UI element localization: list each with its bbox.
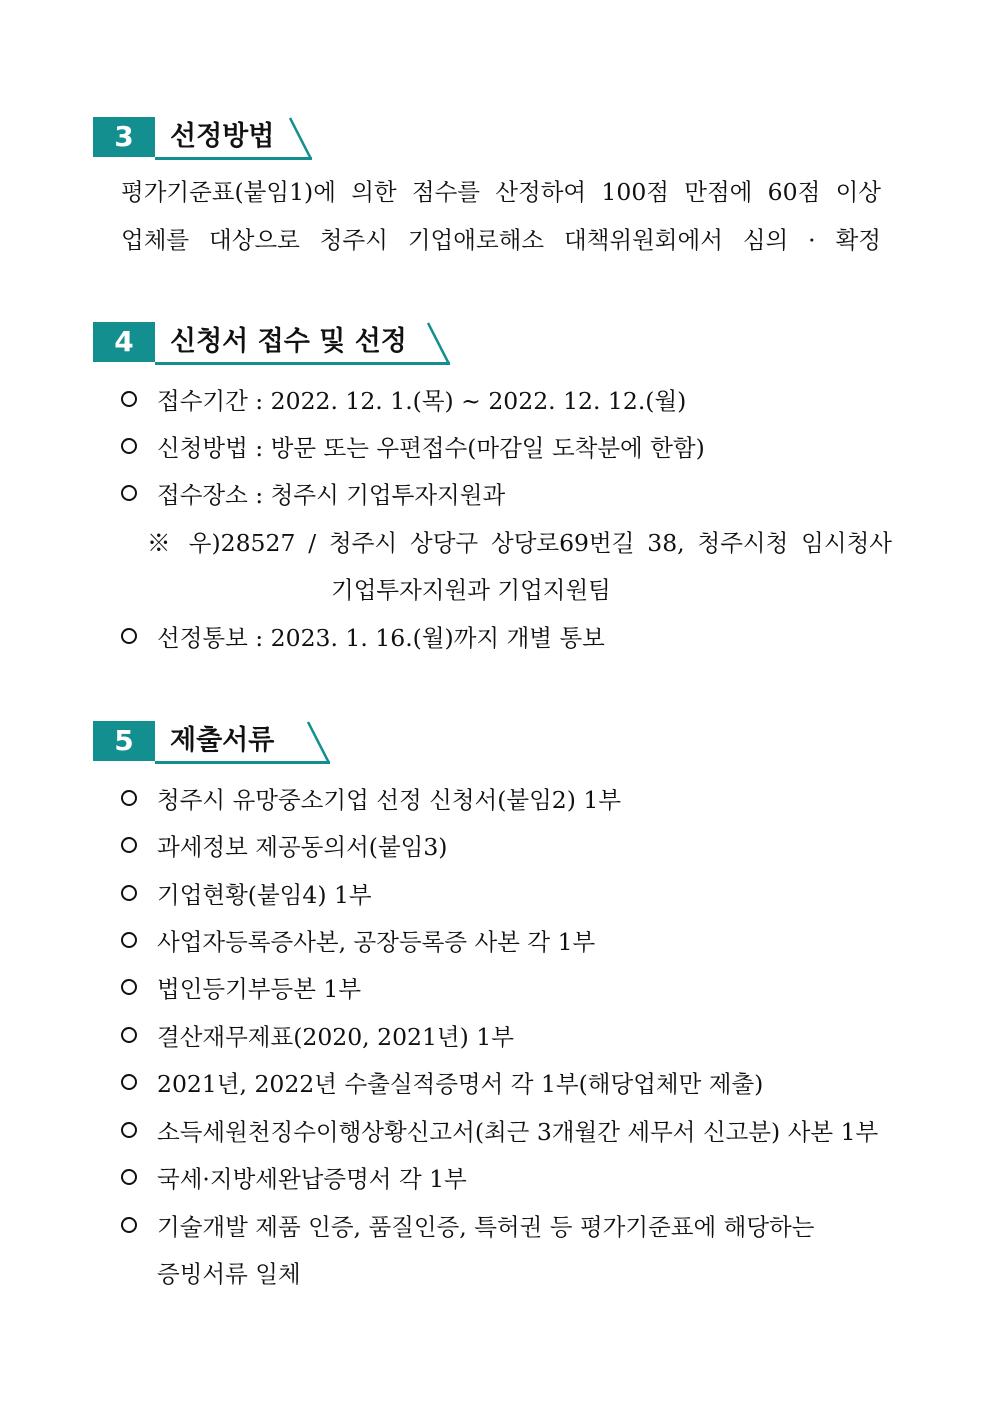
address-note-cont: 기업투자지원과 기업지원팀	[331, 576, 611, 604]
section-slash-decoration	[307, 721, 331, 765]
circle-bullet-icon	[121, 1122, 137, 1138]
list-item: 국세·지방세완납증명서 각 1부	[121, 1163, 467, 1195]
list-item: 접수장소 : 청주시 기업투자지원과	[121, 479, 505, 511]
section-title: 제출서류	[170, 725, 275, 756]
circle-bullet-icon	[121, 932, 137, 948]
circle-bullet-icon	[121, 790, 137, 806]
list-item: 과세정보 제공동의서(붙임3)	[121, 831, 447, 863]
section-number: 3	[93, 117, 155, 157]
list-item: 청주시 유망중소기업 선정 신청서(붙임2) 1부	[121, 784, 621, 816]
section-slash-decoration	[289, 117, 313, 161]
address-note: ※ 우)28527 / 청주시 상당구 상당로69번길 38, 청주시청 임시청사	[147, 529, 892, 557]
list-item: 소득세원천징수이행상황신고서(최근 3개월간 세무서 신고분) 사본 1부	[121, 1116, 878, 1148]
section-3-line-1: 평가기준표(붙임1)에 의한 점수를 산정하여 100점 만점에 60점 이상	[121, 178, 881, 206]
section-5-header	[93, 721, 333, 765]
list-item: 선정통보 : 2023. 1. 16.(월)까지 개별 통보	[121, 622, 605, 654]
section-underline	[155, 362, 450, 365]
section-number: 5	[93, 721, 155, 761]
section-title: 선정방법	[170, 121, 275, 152]
circle-bullet-icon	[121, 1217, 137, 1233]
list-item: 기술개발 제품 인증, 품질인증, 특허권 등 평가기준표에 해당하는	[121, 1211, 814, 1243]
section-4-header	[93, 322, 453, 366]
list-item: 법인등기부등본 1부	[121, 973, 361, 1005]
circle-bullet-icon	[121, 1074, 137, 1090]
list-item: 접수기간 : 2022. 12. 1.(목) ~ 2022. 12. 12.(월)	[121, 385, 686, 417]
list-item: 신청방법 : 방문 또는 우편접수(마감일 도착분에 한함)	[121, 432, 705, 464]
circle-bullet-icon	[121, 485, 137, 501]
circle-bullet-icon	[121, 979, 137, 995]
list-item: 사업자등록증사본, 공장등록증 사본 각 1부	[121, 926, 595, 958]
circle-bullet-icon	[121, 628, 137, 644]
circle-bullet-icon	[121, 837, 137, 853]
section-number: 4	[93, 322, 155, 362]
circle-bullet-icon	[121, 438, 137, 454]
section-underline	[155, 761, 330, 764]
list-item: 기업현황(붙임4) 1부	[121, 879, 372, 911]
circle-bullet-icon	[121, 1169, 137, 1185]
section-3-line-2: 업체를 대상으로 청주시 기업애로해소 대책위원회에서 심의 · 확정	[121, 226, 881, 254]
section-slash-decoration	[427, 322, 451, 366]
list-item: 결산재무제표(2020, 2021년) 1부	[121, 1021, 514, 1053]
section-3-header	[93, 117, 315, 161]
list-item-cont: 증빙서류 일체	[157, 1260, 301, 1288]
section-title: 신청서 접수 및 선정	[170, 326, 407, 357]
circle-bullet-icon	[121, 885, 137, 901]
circle-bullet-icon	[121, 391, 137, 407]
circle-bullet-icon	[121, 1027, 137, 1043]
list-item: 2021년, 2022년 수출실적증명서 각 1부(해당업체만 제출)	[121, 1068, 763, 1100]
